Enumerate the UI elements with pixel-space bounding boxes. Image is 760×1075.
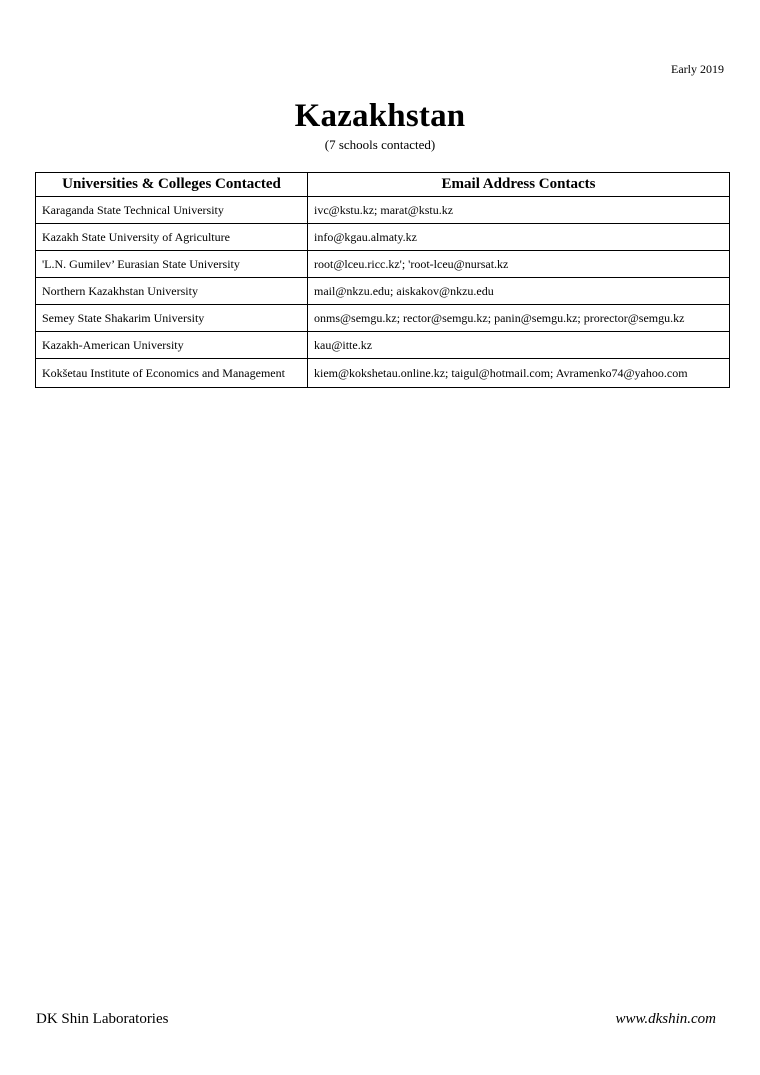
column-header-emails: Email Address Contacts (308, 173, 730, 197)
email-cell: ivc@kstu.kz; marat@kstu.kz (308, 197, 730, 224)
table-row (36, 224, 730, 251)
table-row (36, 278, 730, 305)
footer-website: www.dkshin.com (615, 1011, 716, 1027)
table-header-row (36, 173, 730, 197)
email-cell: root@lceu.ricc.kz'; 'root-lceu@nursat.kz (308, 251, 730, 278)
school-cell: Northern Kazakhstan University (36, 278, 308, 305)
school-cell: Kazakh State University of Agriculture (36, 224, 308, 251)
school-cell: Semey State Shakarim University (36, 305, 308, 332)
table-row (36, 197, 730, 224)
contacts-table (35, 172, 730, 388)
footer-company: DK Shin Laboratories (36, 1011, 169, 1027)
table-row (36, 251, 730, 278)
date-label: Early 2019 (671, 62, 724, 76)
email-cell: kau@itte.kz (308, 332, 730, 359)
email-cell: kiem@kokshetau.online.kz; taigul@hotmail.com; Avramenko74@yahoo.com (308, 359, 730, 388)
column-header-schools: Universities & Colleges Contacted (36, 173, 308, 197)
school-cell: Karaganda State Technical University (36, 197, 308, 224)
table-row (36, 332, 730, 359)
school-cell: Kazakh-American University (36, 332, 308, 359)
email-cell: onms@semgu.kz; rector@semgu.kz; panin@semgu.kz; prorector@semgu.kz (308, 305, 730, 332)
table-row (36, 359, 730, 388)
email-cell: mail@nkzu.edu; aiskakov@nkzu.edu (308, 278, 730, 305)
school-cell: Kokšetau Institute of Economics and Management (36, 359, 308, 388)
table-row (36, 305, 730, 332)
email-cell: info@kgau.almaty.kz (308, 224, 730, 251)
page-title: Kazakhstan (294, 98, 466, 134)
school-cell: 'L.N. Gumilev’ Eurasian State University (36, 251, 308, 278)
page-subtitle: (7 schools contacted) (324, 137, 436, 152)
